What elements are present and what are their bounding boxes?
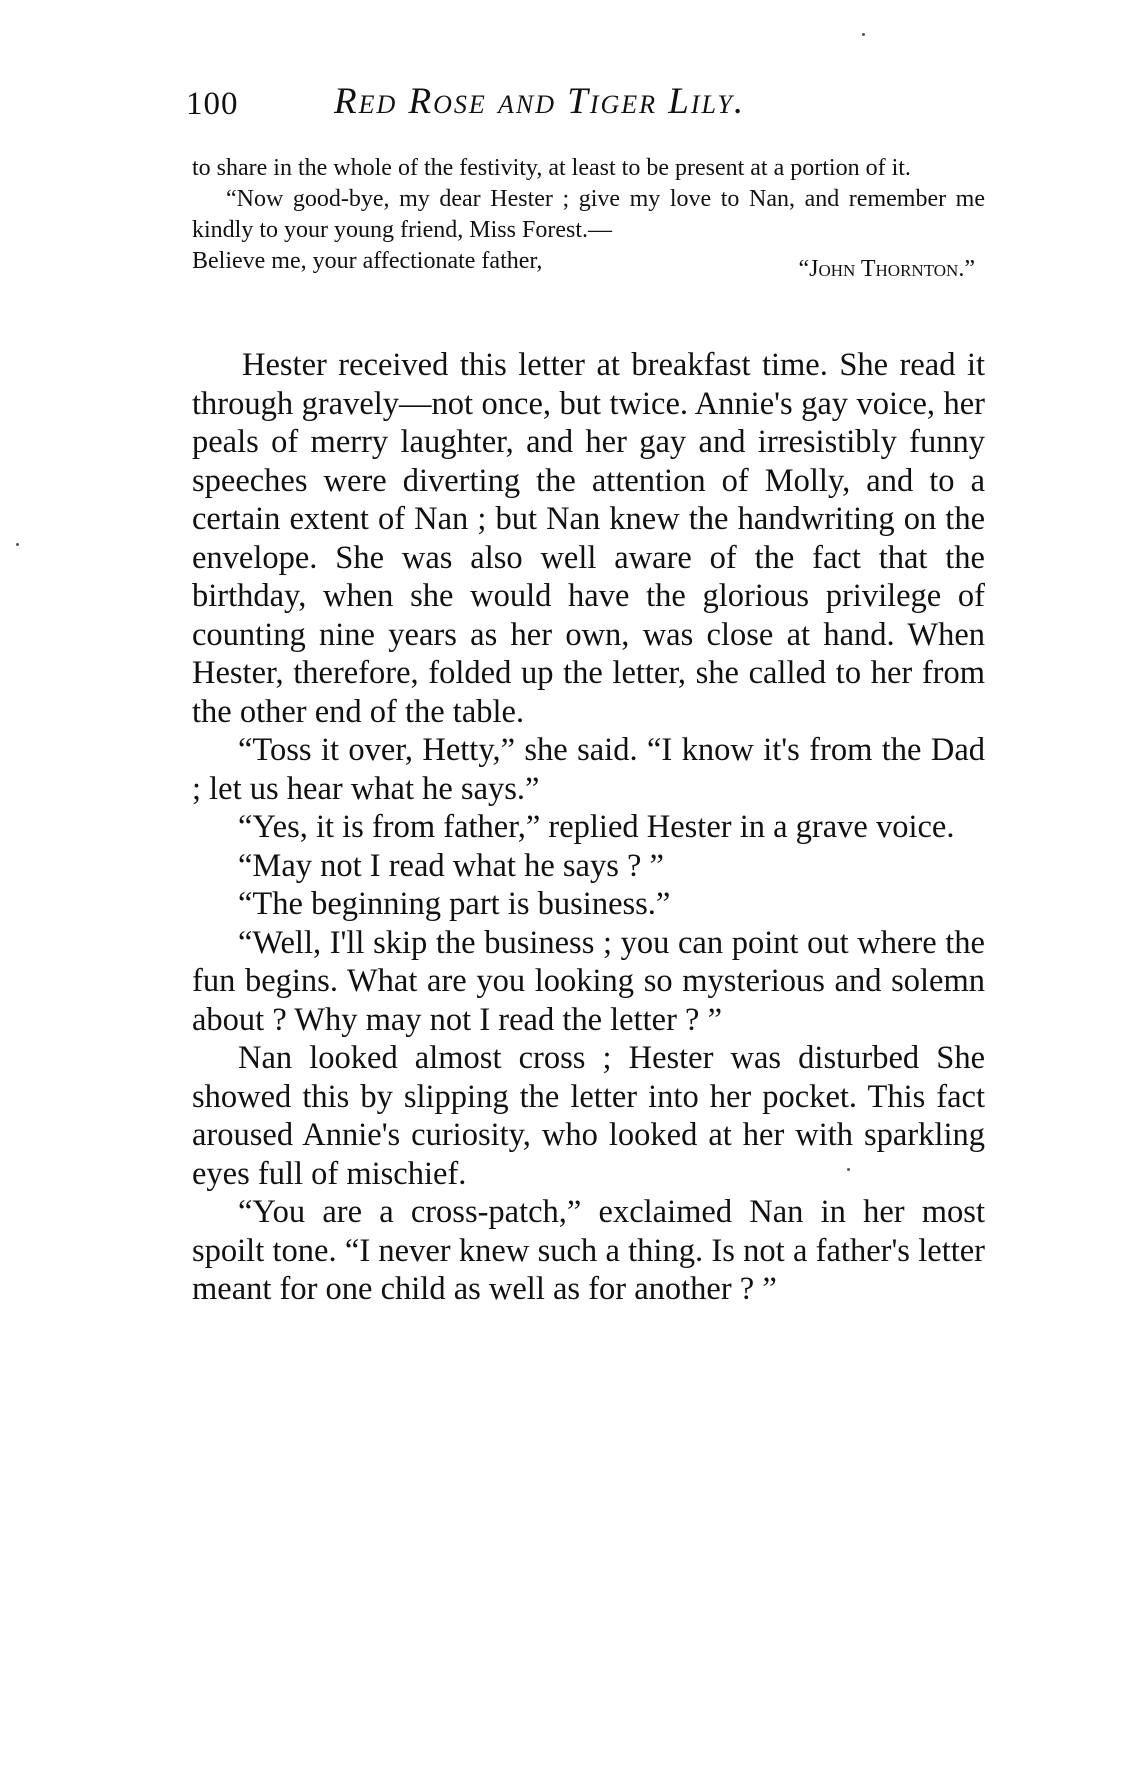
body-paragraph: Nan looked almost cross ; Hester was disturbed She showed this by slipping the letter into her pocket. This fact aroused Annie's curiosity, who looked at her with sparkling eyes full of mischief.: [192, 1040, 985, 1192]
letter-paragraph-2: “Now good-bye, my dear Hester ; give my love to Nan, and remember me kindly to your young friend, Miss Forest.—: [192, 186, 985, 243]
running-head: Red Rose and Tiger Lily.: [334, 81, 746, 122]
body-paragraph: “The beginning part is business.”: [238, 886, 671, 922]
body-paragraph: “May not I read what he says ? ”: [238, 847, 664, 884]
letter-closing: Believe me, your affectionate father,: [192, 248, 543, 274]
letter-signoff: [192, 246, 985, 282]
body-paragraph: Hester received this letter at breakfast time. She read it through gravely—not once, but twice. Annie's gay voice, her peals of merry laughter, and her gay and irresistibly funny speeches were diverting the attention of Molly, and to a certain extent of Nan ; but Nan knew the handwriting on the envelope. She was also well aware of the fact that the birthday, when she would have the glorious privilege of counting nine years as her own, was close at hand. When Hester, therefore, folded up the letter, she called to her from the other end of the table.: [192, 347, 985, 730]
letter-excerpt: [192, 153, 985, 282]
body-paragraph: “Well, I'll skip the business ; you can point out where the fun begins. What are you looking so mysterious and solemn about ? Why may not I read the letter ? ”: [192, 924, 985, 1038]
narrative-body: [192, 346, 985, 1309]
letter-paragraph-1: to share in the whole of the festivity, at least to be present at a portion of it.: [192, 155, 911, 181]
letter-signature: “John Thornton.”: [798, 256, 975, 282]
body-paragraph: “Yes, it is from father,” replied Hester in a grave voice.: [238, 809, 955, 845]
scan-speck: [862, 33, 865, 36]
scan-speck: [847, 1168, 850, 1171]
page-number: 100: [186, 86, 239, 122]
body-paragraph: “You are a cross-patch,” exclaimed Nan in her most spoilt tone. “I never knew such a thing. Is not a father's letter meant for one child as well as for another ? ”: [192, 1194, 985, 1307]
body-paragraph: “Toss it over, Hetty,” she said. “I know it's from the Dad ; let us hear what he says.”: [192, 732, 985, 807]
scan-speck: [16, 543, 19, 546]
page-header: [186, 80, 986, 130]
